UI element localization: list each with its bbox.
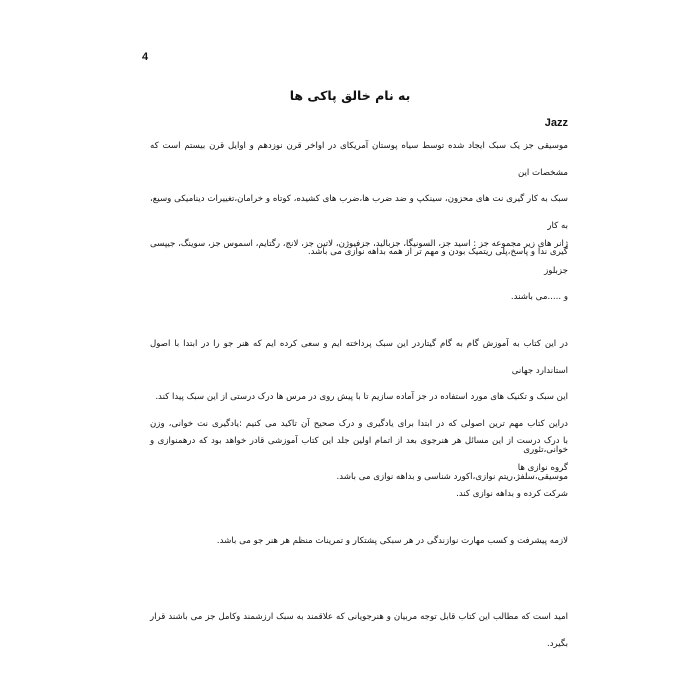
text-line: سبک به کار گیری نت های محزون، سینکپ و ضد ضرب ها،ضرب های کشیده، کوتاه و خرامان،تغییرات دینامیکی وسیع، به کار [150,194,568,231]
text-line: موسیقی جز یک سبک ایجاد شده توسط سیاه پوستان آمریکای در اواخر قرن نوزدهم و اوایل قرن بیستم است که مشخصات این [150,141,568,178]
text-line: دراین کتاب مهم ترین اصولی که در ابتدا برای یادگیری و درک صحیح آن تاکید می کنیم :یادگیری نت خوانی، وزن خوانی،تئوری [150,418,568,455]
section-title: Jazz [544,117,568,129]
text-line: این سبک و تکنیک های مورد استفاده در جز آماده سازیم تا با پیش روی در مرس ها درک درستی از این سبک پیدا کند. [155,392,568,402]
paragraph-subgenres [150,231,568,311]
page-number: 4 [142,51,149,63]
text-line: ژانر های زیر مجموعه جز : اسید جز، السونیگا، جزبالید، جزفیوژن، لاتین جز، لانج، رگتایم، اسموس جز، سوینگ، جیپسی جزبلوز [150,239,568,276]
text-line: لازمه پیشرفت و کسب مهارت نوازندگی در هر سبکی پشتکار و تمرینات منظم هر هنر جو می باشد. [216,536,568,546]
text-line: شرکت کرده و بداهه نوازی کند. [456,489,568,499]
text-line: با درک درست از این مسائل هر هنرجوی بعد از اتمام اولین جلد این کتاب آموزشی قادر خواهد بود که درهمنوازی و گروه نوازی ها [150,436,568,473]
paragraph-closing [150,604,568,657]
text-line: در این کتاب به آموزش گام به گام گیتاردر این سبک پرداخته ایم و سعی کرده ایم که هنر جو را در ابتدا با اصول استاندارد جهانی [150,339,568,376]
text-line: گیری ندا و پاسخ،پلی ریتمیک بودن و مهم تر از همه بداهه نوازی می باشد. [307,247,568,257]
text-line: و .....می باشند. [510,292,568,302]
text-line: امید است که مطالب این کتاب قابل توجه مربیان و هنرجویانی که علاقمند به سبک ارزشمند وکامل جز می باشند قرار بگیرد. [150,612,568,649]
paragraph-practice [150,528,568,555]
page-heading: به نام خالق پاکی ها [289,88,411,103]
paragraph-outcome [150,428,568,508]
text-line: موسیقی،سلفژ،ریتم نوازی،اکورد شناسی و بداهه نوازی می باشد. [336,471,568,482]
